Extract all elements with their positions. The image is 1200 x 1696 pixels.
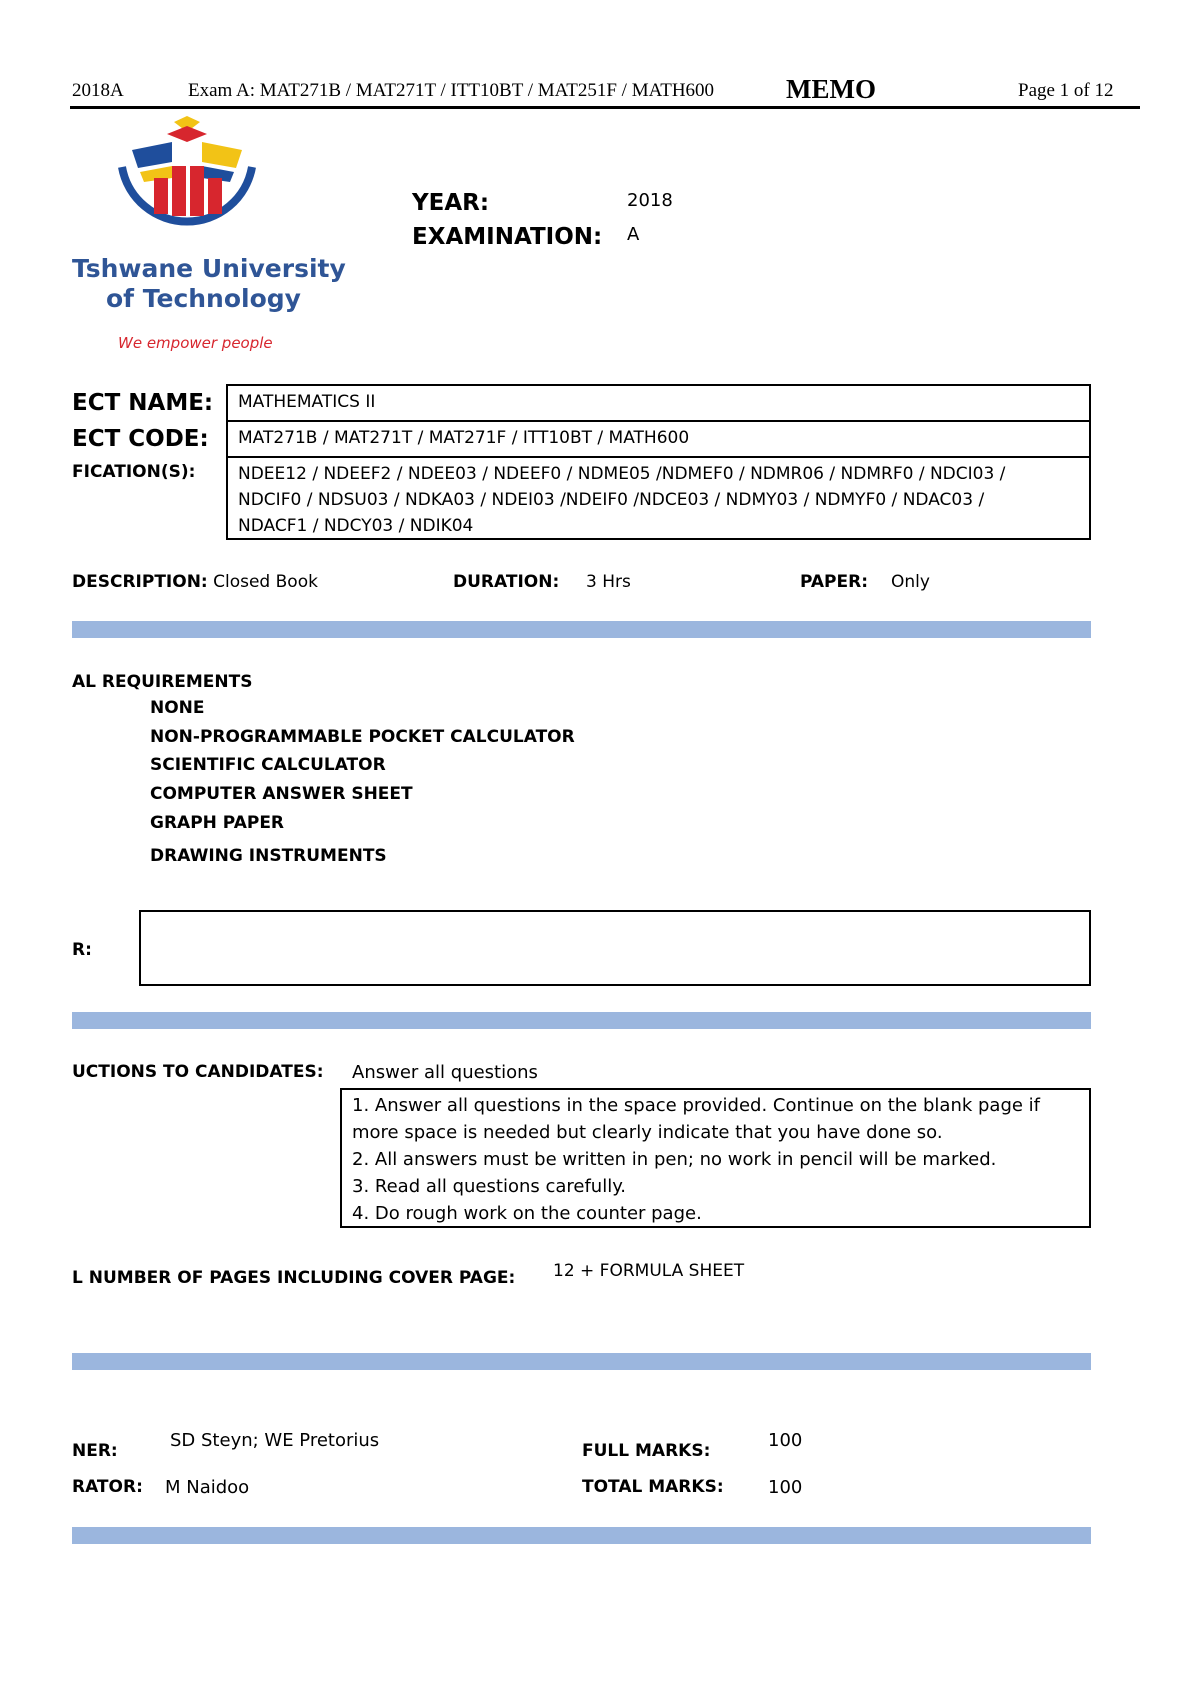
header-rule <box>70 106 1140 109</box>
qualification-line: NDCIF0 / NDSU03 / NDKA03 / NDEI03 /NDEIF0 /NDCE03 / NDMY03 / NDMYF0 / NDAC03 / <box>238 490 985 510</box>
subject-code-cell <box>226 420 1091 458</box>
pages-value: 12 + FORMULA SHEET <box>553 1261 745 1281</box>
instructions-box <box>340 1088 1091 1228</box>
instruction-line: more space is needed but clearly indicate that you have done so. <box>352 1122 943 1143</box>
subject-name-value: MATHEMATICS II <box>238 392 376 412</box>
divider-bar <box>72 1012 1091 1029</box>
divider-bar <box>72 1527 1091 1544</box>
requirement-item: NONE <box>150 698 205 718</box>
description-label: DESCRIPTION: <box>72 572 208 592</box>
requirement-item: COMPUTER ANSWER SHEET <box>150 784 413 804</box>
description-value: Closed Book <box>213 572 318 592</box>
paper-label: PAPER: <box>800 572 869 592</box>
examination-value: A <box>627 224 640 245</box>
qualification-label: FICATION(S): <box>72 462 196 482</box>
year-value: 2018 <box>627 190 673 211</box>
instruction-line: 4. Do rough work on the counter page. <box>352 1203 702 1224</box>
qualification-line: NDEE12 / NDEEF2 / NDEE03 / NDEEF0 / NDME05 /NDMEF0 / NDMR06 / NDMRF0 / NDCI03 / <box>238 464 1006 484</box>
memo-title: MEMO <box>786 74 876 104</box>
year-label: YEAR: <box>412 190 490 216</box>
examination-label: EXAMINATION: <box>412 224 603 250</box>
page-number: Page 1 of 12 <box>1018 80 1114 101</box>
header-code: 2018A <box>72 80 124 101</box>
subject-code-label: ECT CODE: <box>72 426 209 452</box>
qualification-cell <box>226 456 1091 540</box>
instructions-label: UCTIONS TO CANDIDATES: <box>72 1062 324 1082</box>
subject-name-cell <box>226 384 1091 422</box>
divider-bar <box>72 621 1091 638</box>
description-row <box>72 572 318 592</box>
logo-line-2: of Technology <box>106 284 301 313</box>
requirements-heading: AL REQUIREMENTS <box>72 672 253 692</box>
subject-code-value: MAT271B / MAT271T / MAT271F / ITT10BT / MATH600 <box>238 428 690 448</box>
other-box <box>139 910 1091 986</box>
full-marks-value: 100 <box>768 1430 803 1451</box>
subject-name-label: ECT NAME: <box>72 390 214 416</box>
moderator-label: RATOR: <box>72 1477 143 1497</box>
duration-value: 3 Hrs <box>586 572 631 592</box>
logo-line-1: Tshwane University <box>72 254 346 283</box>
logo-tagline: We empower people <box>118 334 273 352</box>
requirement-item: GRAPH PAPER <box>150 813 285 833</box>
divider-bar <box>72 1353 1091 1370</box>
examiner-label: NER: <box>72 1441 118 1461</box>
requirement-item: NON-PROGRAMMABLE POCKET CALCULATOR <box>150 727 575 747</box>
instruction-line: 3. Read all questions carefully. <box>352 1176 627 1197</box>
requirement-item: SCIENTIFIC CALCULATOR <box>150 755 386 775</box>
university-logo <box>112 112 262 247</box>
requirement-item: DRAWING INSTRUMENTS <box>150 846 387 866</box>
instruction-line: 2. All answers must be written in pen; no work in pencil will be marked. <box>352 1149 997 1170</box>
duration-label: DURATION: <box>453 572 560 592</box>
university-emblem-icon <box>112 112 262 247</box>
moderator-value: M Naidoo <box>165 1477 250 1498</box>
other-value <box>141 912 1089 920</box>
examiner-value: SD Steyn; WE Pretorius <box>170 1430 380 1451</box>
instructions-summary: Answer all questions <box>352 1062 538 1083</box>
total-marks-label: TOTAL MARKS: <box>582 1477 724 1497</box>
pages-label: L NUMBER OF PAGES INCLUDING COVER PAGE: <box>72 1268 516 1288</box>
total-marks-value: 100 <box>768 1477 803 1498</box>
header-exam-line: Exam A: MAT271B / MAT271T / ITT10BT / MAT251F / MATH600 <box>188 80 715 101</box>
full-marks-label: FULL MARKS: <box>582 1441 711 1461</box>
instruction-line: 1. Answer all questions in the space provided. Continue on the blank page if <box>352 1095 1041 1116</box>
paper-value: Only <box>891 572 930 592</box>
other-label: R: <box>72 940 92 960</box>
qualification-line: NDACF1 / NDCY03 / NDIK04 <box>238 516 474 536</box>
